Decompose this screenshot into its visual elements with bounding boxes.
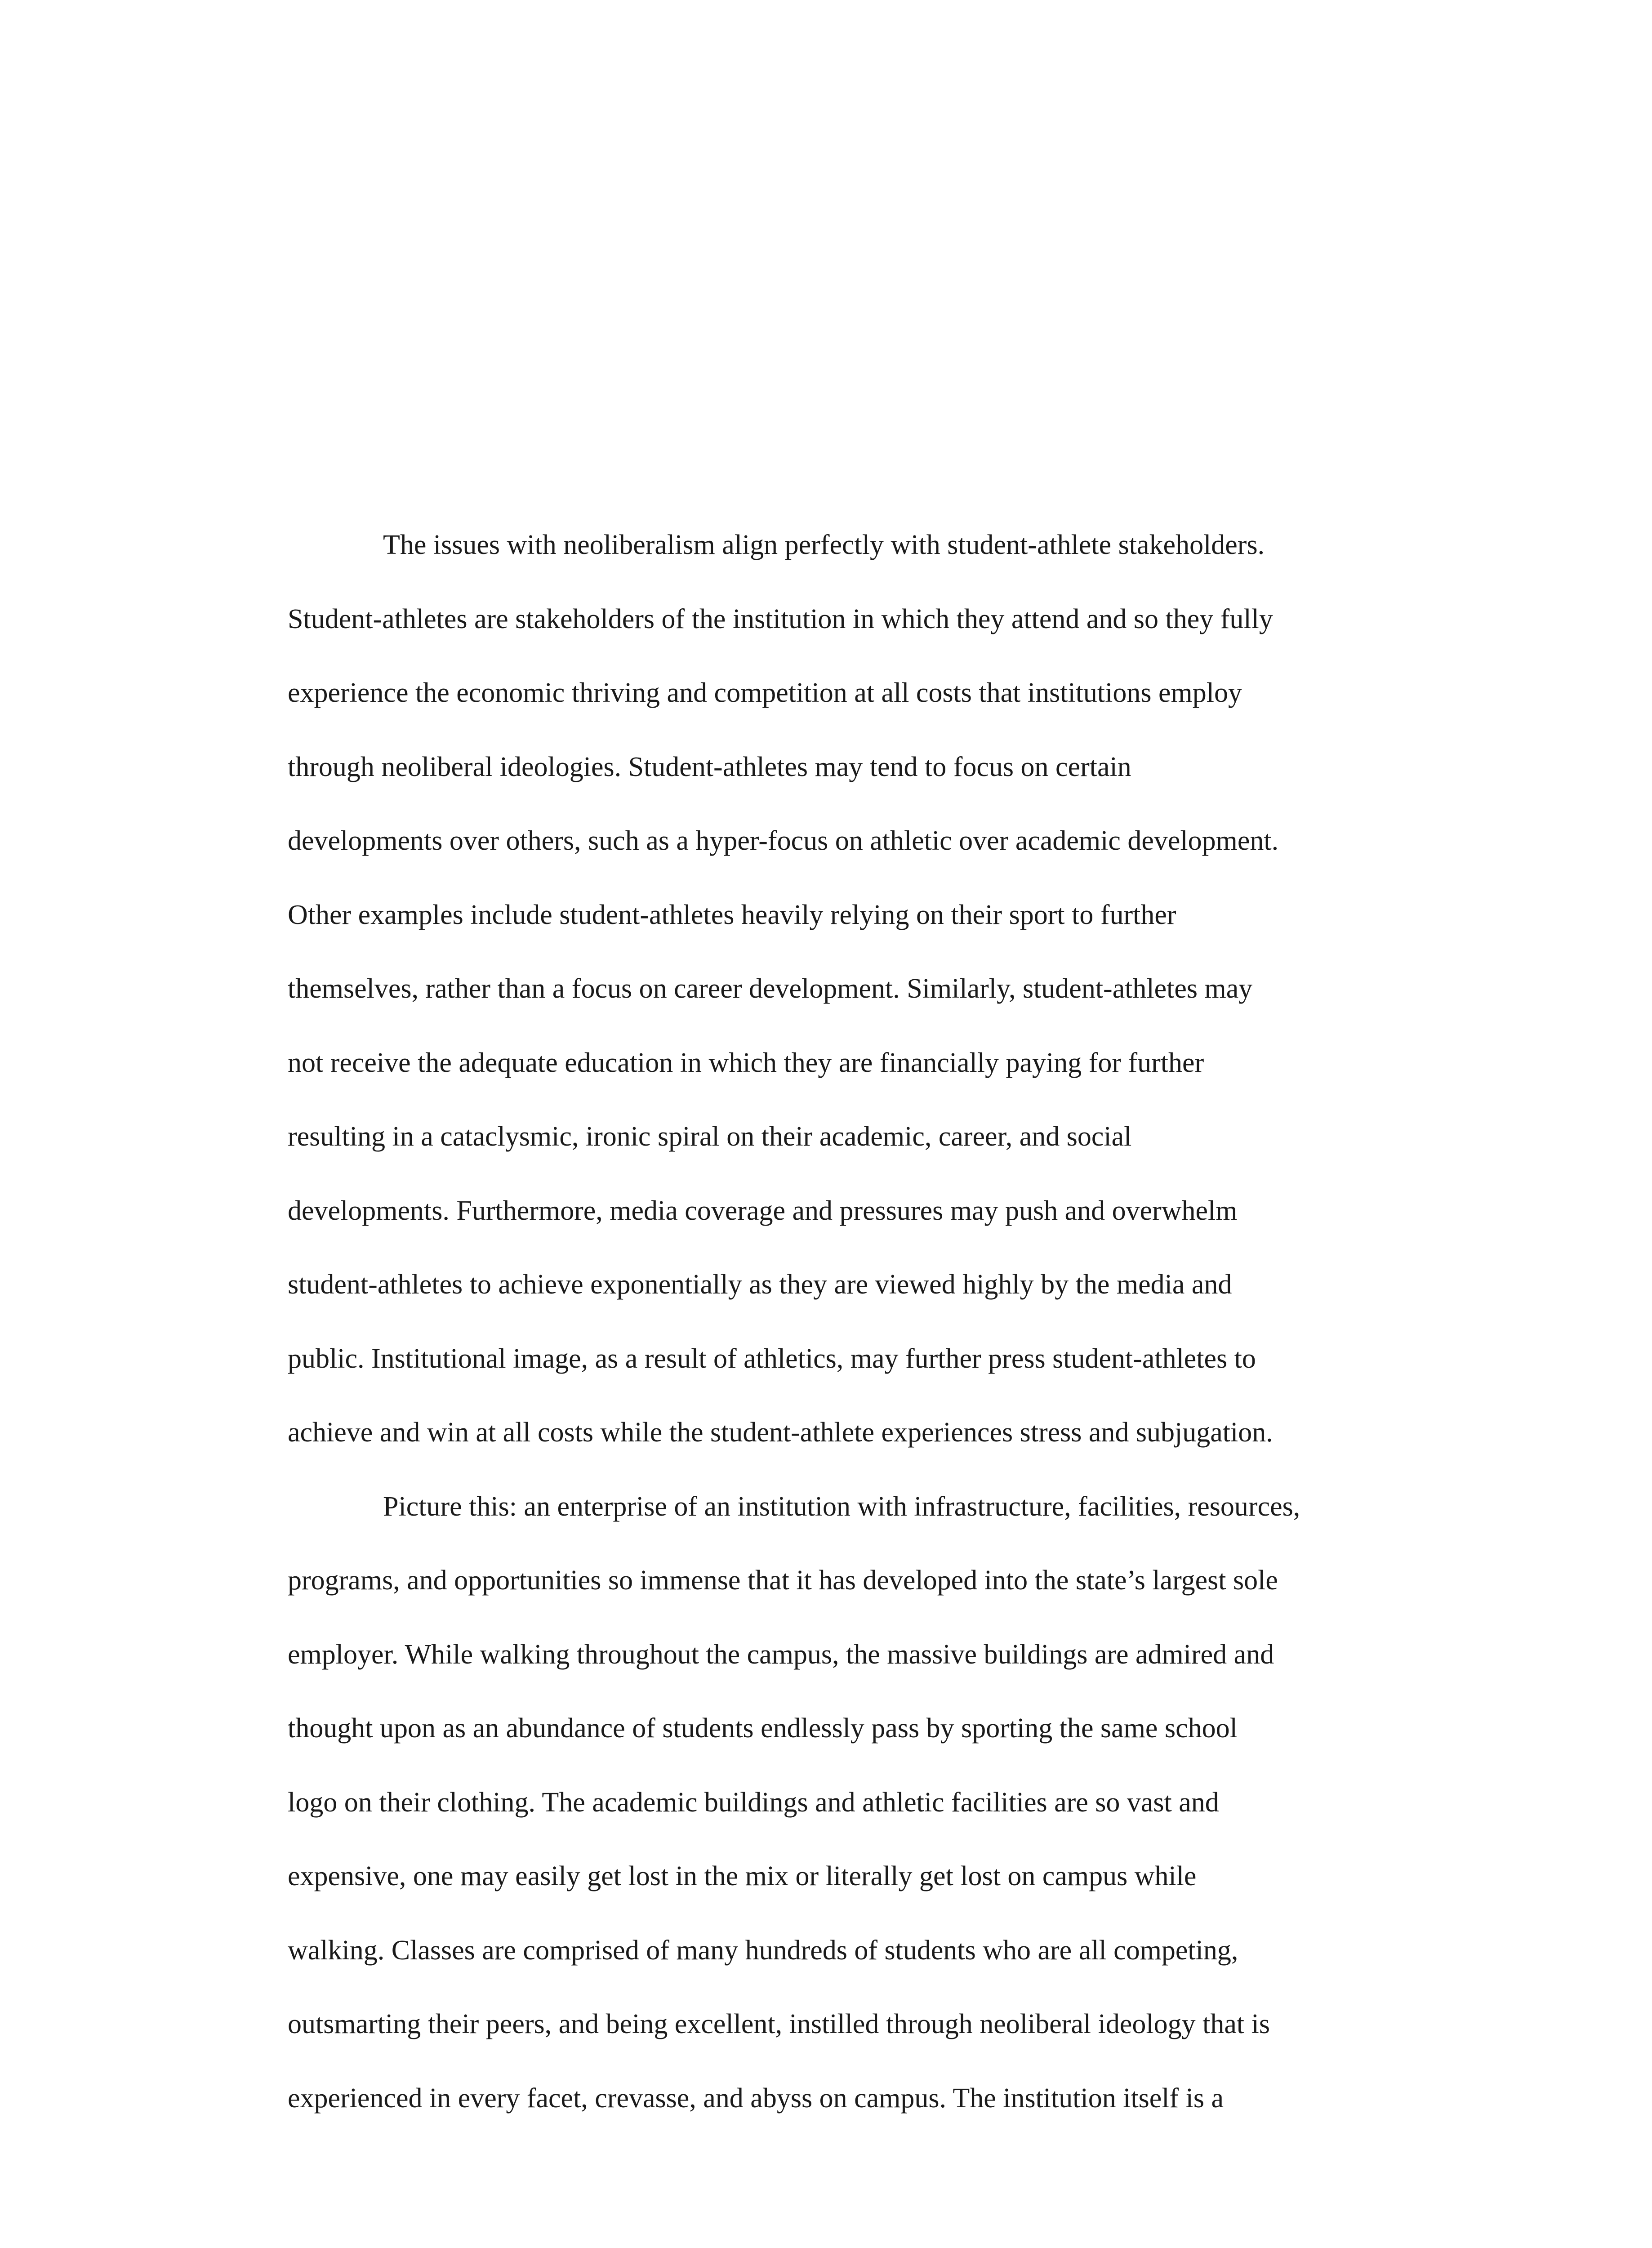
- paragraph-2-line-5: logo on their clothing. The academic buildings and athletic facilities are so vast and: [288, 1787, 1219, 1818]
- paragraph-1-line-5: developments over others, such as a hyper-focus on athletic over academic development.: [288, 825, 1279, 856]
- paragraph-1-line-3: experience the economic thriving and competition at all costs that institutions employ: [288, 678, 1242, 708]
- paragraph-1-line-13: achieve and win at all costs while the student-athlete experiences stress and subjugation.: [288, 1417, 1273, 1448]
- paragraph-1-line-12: public. Institutional image, as a result of athletics, may further press student-athletes to: [288, 1343, 1256, 1374]
- paragraph-1-line-4: through neoliberal ideologies. Student-athletes may tend to focus on certain: [288, 751, 1131, 782]
- body-text: [288, 508, 1438, 2135]
- paragraph-1-line-1: The issues with neoliberalism align perfectly with student-athlete stakeholders.: [383, 530, 1265, 560]
- paragraph-2-line-8: outsmarting their peers, and being excellent, instilled through neoliberal ideology that is: [288, 2009, 1270, 2039]
- paragraph-2-line-9: experienced in every facet, crevasse, and abyss on campus. The institution itself is a: [288, 2083, 1224, 2114]
- paragraph-2-line-7: walking. Classes are comprised of many hundreds of students who are all competing,: [288, 1935, 1238, 1966]
- paragraph-1-line-11: student-athletes to achieve exponentially as they are viewed highly by the media and: [288, 1269, 1232, 1300]
- paragraph-1-line-9: resulting in a cataclysmic, ironic spiral on their academic, career, and social: [288, 1121, 1132, 1152]
- paragraph-2-line-4: thought upon as an abundance of students endlessly pass by sporting the same school: [288, 1713, 1238, 1744]
- paragraph-2-line-1: Picture this: an enterprise of an institution with infrastructure, facilities, resources,: [383, 1491, 1300, 1522]
- paragraph-1-line-2: Student-athletes are stakeholders of the institution in which they attend and so they fully: [288, 603, 1273, 634]
- paragraph-2-line-2: programs, and opportunities so immense that it has developed into the state’s largest sole: [288, 1565, 1278, 1596]
- paragraph-1-line-6: Other examples include student-athletes heavily relying on their sport to further: [288, 899, 1176, 930]
- paragraph-2-line-3: employer. While walking throughout the campus, the massive buildings are admired and: [288, 1639, 1274, 1670]
- paragraph-1-line-7: themselves, rather than a focus on career development. Similarly, student-athletes may: [288, 973, 1253, 1004]
- paragraph-2-line-6: expensive, one may easily get lost in the mix or literally get lost on campus while: [288, 1861, 1197, 1891]
- paragraph-1-line-8: not receive the adequate education in which they are financially paying for further: [288, 1047, 1204, 1078]
- paragraph-1-line-10: developments. Furthermore, media coverage and pressures may push and overwhelm: [288, 1195, 1238, 1226]
